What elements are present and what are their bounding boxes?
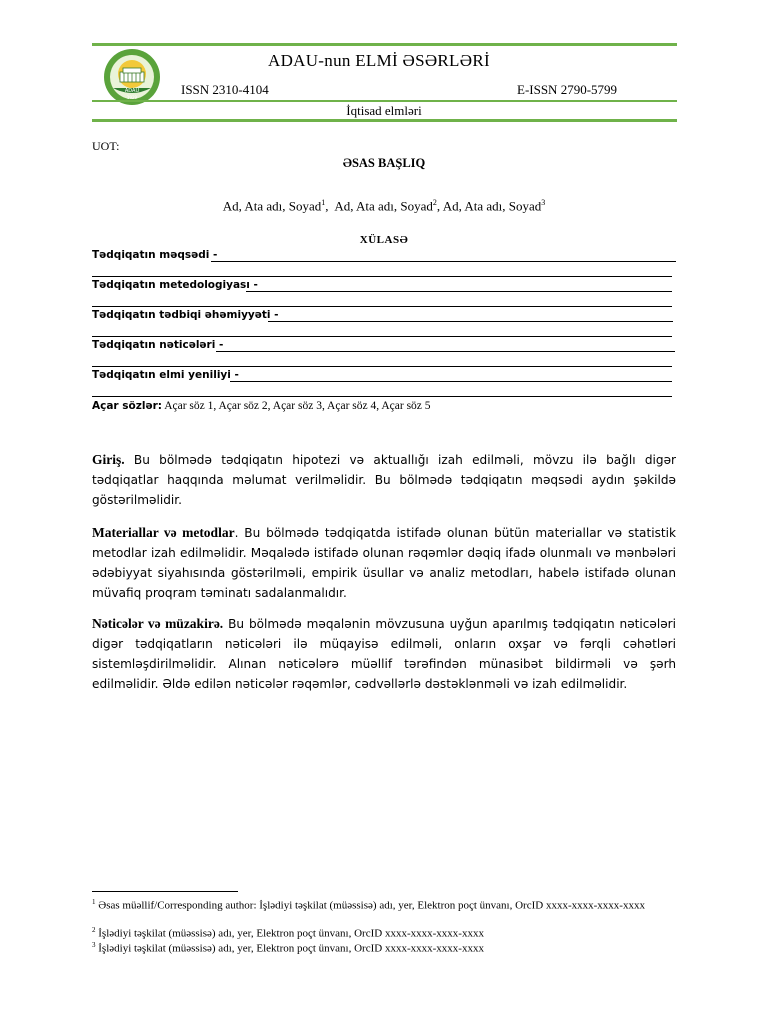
abstract-field-label: Tədqiqatın elmi yeniliyi - — [92, 369, 239, 381]
footnote-text: İşlədiyi təşkilat (müəssisə) adı, yer, Elektron poçt ünvanı, OrcID xxxx-xxxx-xxxx-xxxx — [95, 942, 484, 955]
issn: ISSN 2310-4104 — [181, 82, 269, 97]
abstract-field — [92, 339, 676, 351]
footnote-separator — [92, 891, 238, 892]
abstract-field-label: Tədqiqatın tədbiqi əhəmiyyəti - — [92, 309, 279, 321]
methods-text: statistik metodlar izah edilməlidir. Məqalədə istifadə olunan rəqəmlər dəqiq ifadə olunmalı və mənbələri ədəbiyyat siyahısında göstərilməli, empirik üsullar və analiz metodları, habelə istifadə olunan müvafiq proqram təminatı sadalanmalıdır. — [92, 526, 676, 600]
uot-label: UOT: — [92, 139, 120, 153]
fill-line — [230, 381, 672, 382]
fill-line — [92, 276, 672, 277]
abstract-field — [92, 279, 676, 291]
intro-text-first: Bu bölmədə tədqiqatın hipotezi və aktuallığı izah edilməli, mövzu ilə bağlı digər — [124, 453, 676, 467]
footnote-marker: 3 — [92, 941, 96, 949]
author-name: Ad, Ata adı, Soyad — [442, 198, 542, 214]
abstract-field-label: Tədqiqatın məqsədi - — [92, 249, 218, 261]
fill-line — [246, 291, 672, 292]
logo-year: 1929 — [126, 95, 138, 100]
footnote — [92, 896, 672, 913]
methods-text-first: . Bu bölmədə tədqiqatda istifadə olunan bütün materiallar və — [234, 526, 623, 540]
fill-line — [211, 261, 676, 262]
author-sup: 1 — [321, 198, 326, 207]
results-text: nəticələri digər tədqiqatların nəticələri ilə müqayisə edilməli, onların oxşar və fərqli cəhətləri sistemləşdirilməlidir. Alınan nəticələrə müəllif tərəfindən münasibət bildirməli və şərh edilməlidir. Əldə edilən nəticələr rəqəmlər, cədvəllərlə dəstəklənməli və izah edilməlidir. — [92, 617, 676, 691]
abstract-field — [92, 309, 676, 321]
header-top-rule — [92, 43, 677, 46]
journal-title: ADAU-nun ELMİ ƏSƏRLƏRİ — [268, 51, 490, 70]
footnote-text: İşlədiyi təşkilat (müəssisə) adı, yer, Elektron poçt ünvanı, OrcID xxxx-xxxx-xxxx-xxxx — [95, 927, 484, 940]
fill-line — [216, 351, 675, 352]
keywords-list: Açar söz 1, Açar söz 2, Açar söz 3, Açar söz 4, Açar söz 5 — [161, 400, 431, 412]
abstract-field — [92, 369, 676, 381]
fill-line — [92, 366, 672, 367]
footnote-marker: 1 — [92, 898, 96, 906]
keywords-label: Açar sözlər: — [92, 400, 162, 412]
fill-line — [92, 306, 672, 307]
abstract-field-label: Tədqiqatın metedologiyası - — [92, 279, 258, 291]
university-logo — [103, 48, 161, 106]
results-heading: Nəticələr və müzakirə. — [92, 616, 224, 631]
abstract-field — [92, 249, 676, 261]
abstract-heading: XÜLASƏ — [359, 234, 409, 246]
article-title: ƏSAS BAŞLIQ — [342, 156, 426, 170]
header-middle-rule — [92, 100, 677, 102]
intro-text: tədqiqatlar haqqında məlumat verilməlidir. Bu bölmədə tədqiqatın məqsədi aydın şəkildə göstərilməlidir. — [92, 473, 676, 507]
footnote-marker: 2 — [92, 926, 96, 934]
footnote-text: Əsas müəllif/Corresponding author: İşlədiyi təşkilat (müəssisə) adı, yer, Elektron poçt ünvanı, OrcID xxxx-xxxx-xxxx-xxxx — [95, 899, 645, 912]
fill-line — [92, 396, 672, 397]
author-sup: 2 — [432, 198, 437, 207]
methods-section — [92, 523, 676, 603]
author-sup: 3 — [541, 198, 546, 207]
fill-line — [268, 321, 673, 322]
intro-section — [92, 450, 676, 510]
methods-heading: Materiallar və metodlar — [92, 525, 235, 540]
section-name: İqtisad elmləri — [346, 103, 422, 118]
results-section — [92, 614, 676, 694]
logo-name: ADAU — [124, 88, 140, 94]
keywords-line — [92, 400, 431, 412]
author-name: Ad, Ata adı, Soyad — [334, 198, 433, 214]
results-text-first: Bu bölmədə məqalənin mövzusuna uyğun aparılmış tədqiqatın — [223, 617, 615, 631]
eissn: E-ISSN 2790-5799 — [517, 82, 618, 97]
author-name: Ad, Ata adı, Soyad — [222, 198, 322, 214]
header-bottom-rule — [92, 119, 677, 122]
authors-line: Ad, Ata adı, Soyad$^1$, Ad, Ata adı, Soyad$^2$, Ad, Ata adı, Soyad$^3$ — [222, 198, 546, 214]
abstract-field-label: Tədqiqatın nəticələri - — [92, 339, 224, 351]
intro-heading: Giriş. — [92, 452, 125, 467]
fill-line — [92, 336, 672, 337]
footnote — [92, 939, 672, 956]
